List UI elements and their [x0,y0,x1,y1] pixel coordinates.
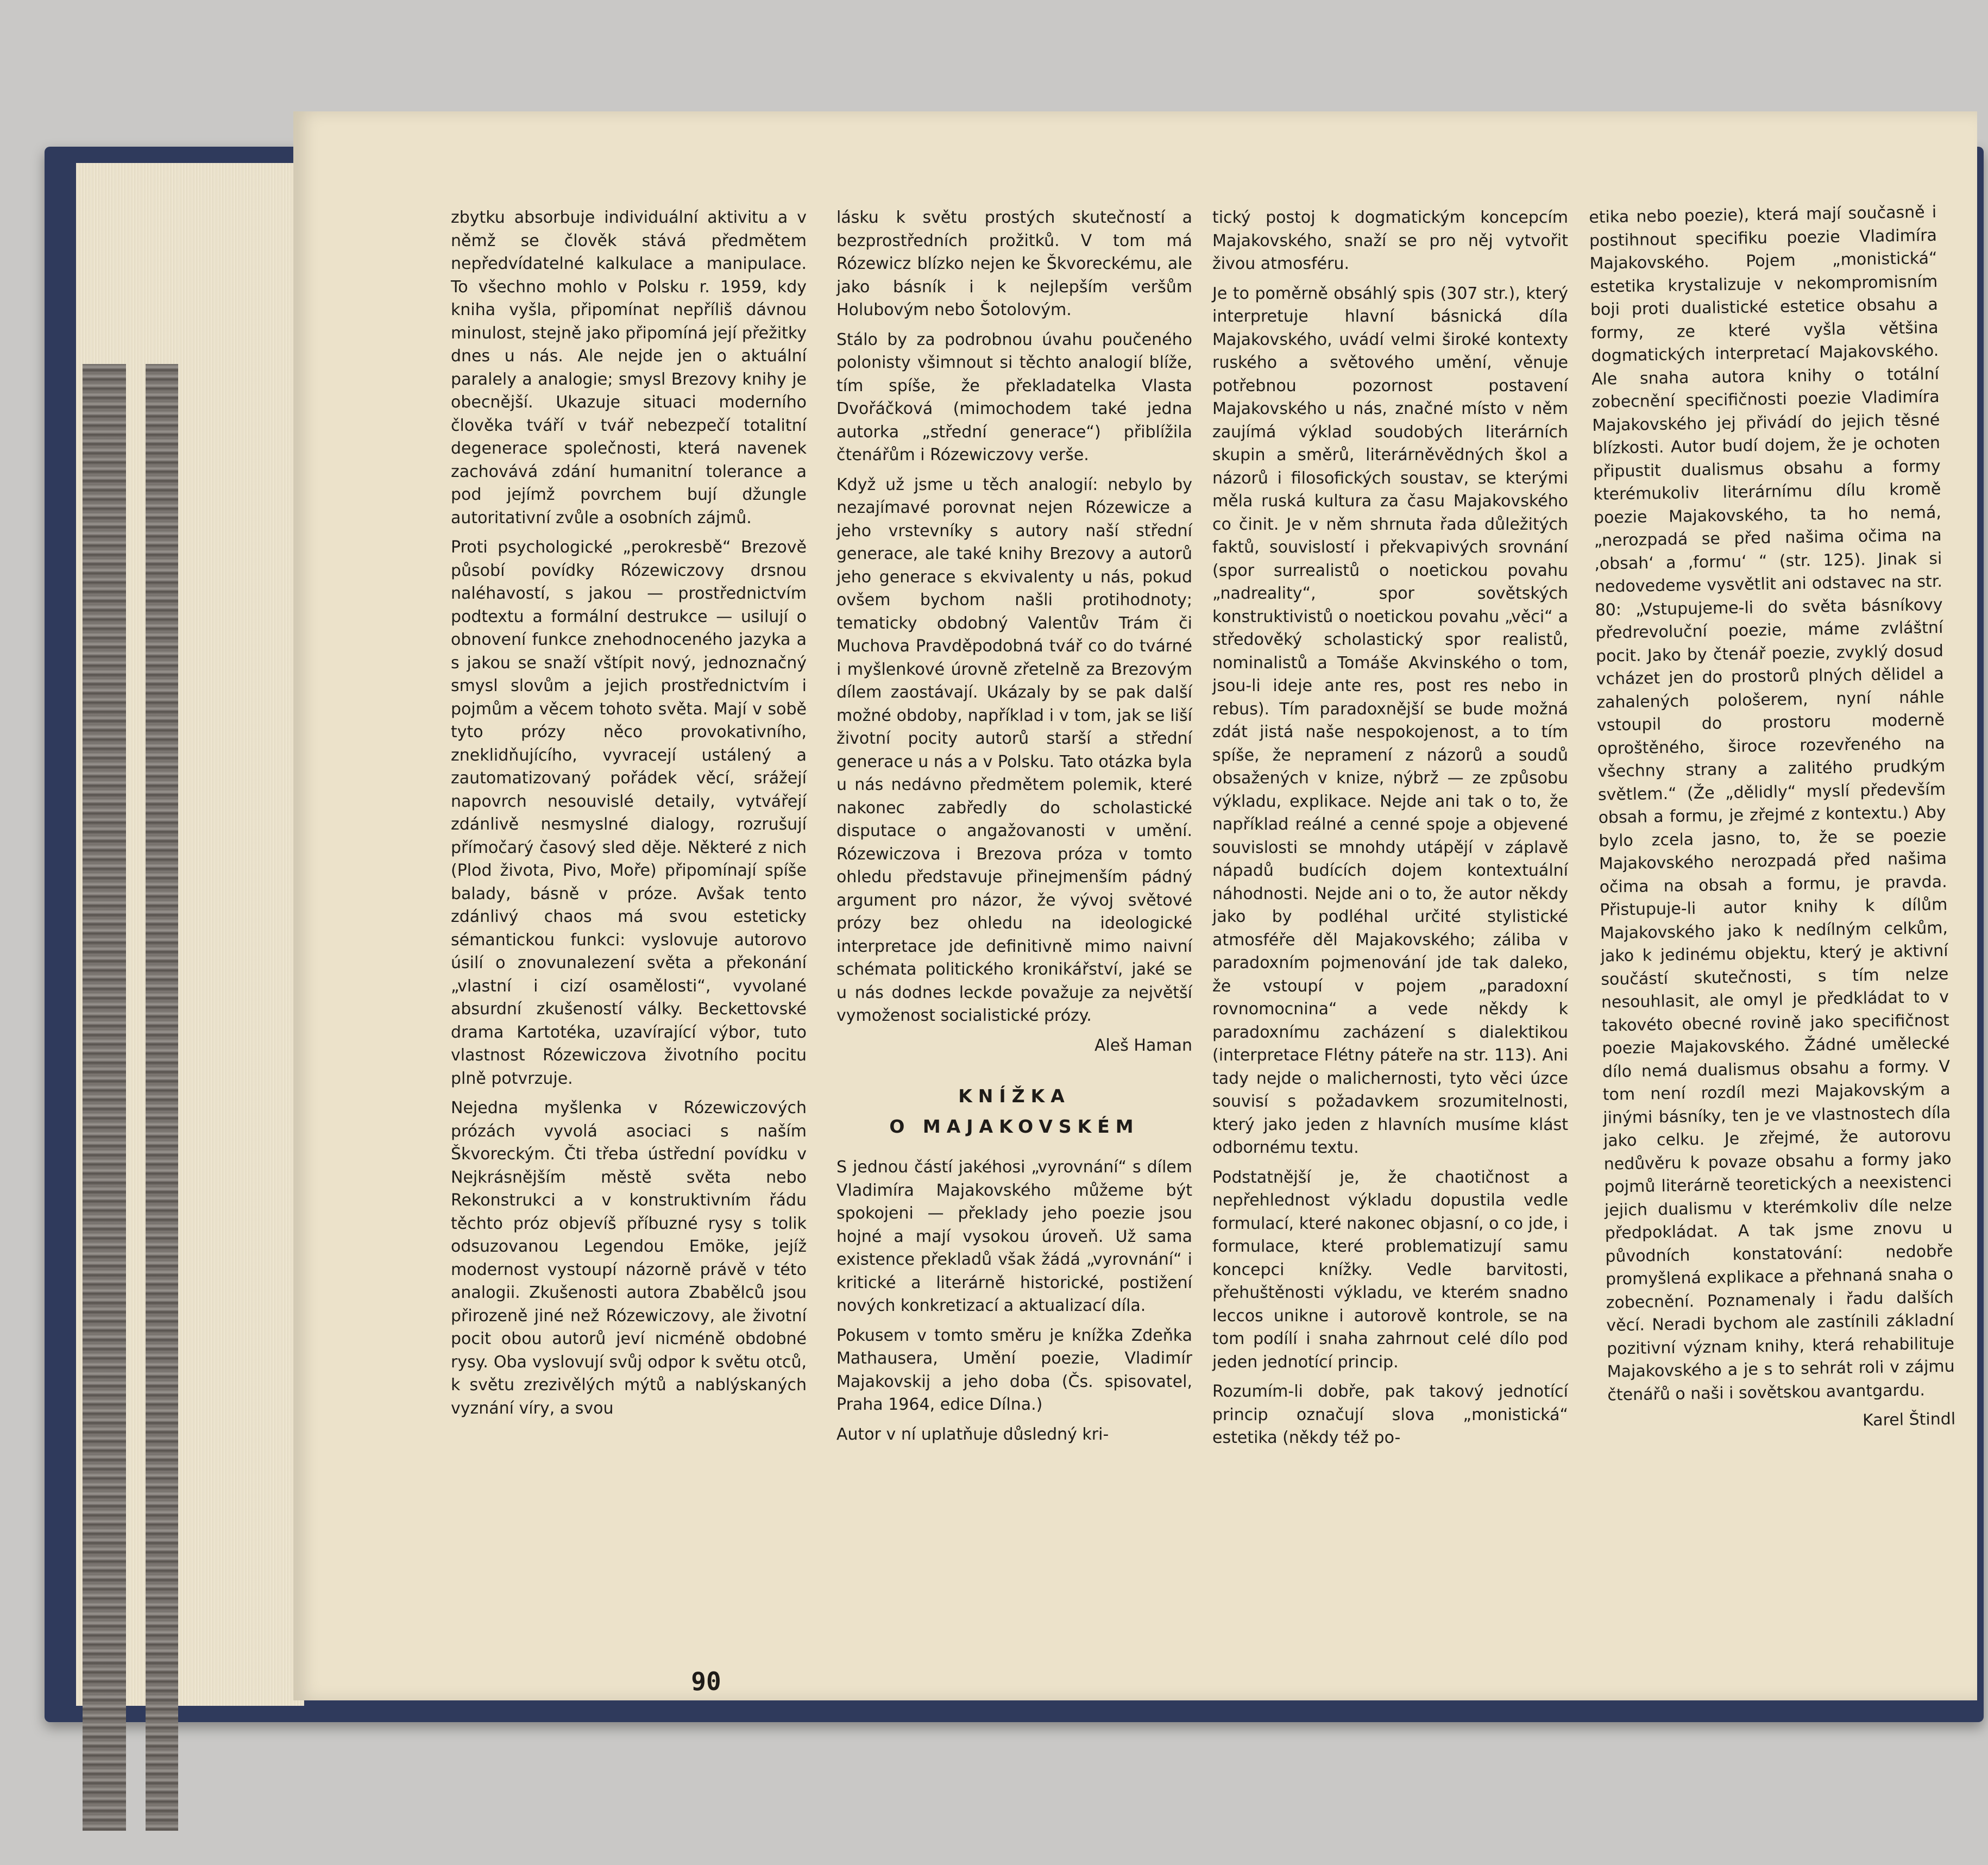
paragraph: Nejedna myšlenka v Rózewiczových prózách vyvolá asociaci s naším Škvoreckým. Čti třeba ústřední povídku v Nejkrásnějším městě světa nebo Rekonstrukci a v konstruktivním řádu těchto próz objevíš příbuzné rysy s tolik odsuzovanou Legendou Emöke, jejíž modernost vystoupí názorně právě v této analogii. Zkušenosti autora Zbabělců jsou přirozeně jiné než Rózewiczovy, ale životní pocit obou autorů jeví nicméně obdobné rysy. Oba vyslovují svůj odpor k světu otců, k světu zrezivělých mýtů a nablýskaných vyznání víry, a svou [451,1098,807,1418]
article-heading [836,1081,1192,1142]
paragraph: Pokusem v tomto směru je knížka Zdeňka Mathausera, Umění poezie, Vladimír Majakovskij a jeho doba (Čs. spisovatel, Praha 1964, edice Dílna.) [836,1326,1192,1414]
text-column-1 [451,206,807,1427]
text-column-3 [1212,206,1568,1456]
paragraph: zbytku absorbuje individuální aktivitu a v němž se člověk stává předmětem nepředvídatelné kalkulace a manipulace. To všechno mohlo v Polsku r. 1959, kdy kniha vyšla, připomínat nepříliš dávnou minulost, stejně jako připomíná její přežitky dnes u nás. Ale nejde jen o aktuální paralely a analogie; smysl Brezovy knihy je obecnější. Ukazuje situaci moderního člověka tváří v tvář nebezpečí totalitní degenerace společnosti, která navenek zachovává zdání humanitní tolerance a pod jejímž povrchem bují džungle autoritativní zvůle a osobních zájmů. [451,208,807,528]
text-column-4 [1589,201,1955,1436]
author-signature: Aleš Haman [1094,1035,1192,1055]
page-number: 90 [691,1667,721,1696]
paragraph: Podstatnější je, že chaotičnost a nepřehlednost výkladu dopustila vedle formulací, které nakonec objasní, o co jde, i formulace, které problematizují samu koncepci knížky. Vedle barvitosti, přehuštěnosti výkladu, ve kterém snadno leccos unikne i autorově kontrole, se na tom podílí i snaha zahrnout celé dílo pod jeden jednotící princip. [1212,1167,1568,1372]
paragraph: Když už jsme u těch analogií: nebylo by nezajímavé porovnat nejen Rózewicze a jeho vrstevníky s autory naší střední generace, ale také knihy Brezovy a autorů jeho generace s ekvivalenty u nás, pokud ovšem bychom našli protihodnoty; tematicky obdobný Valentův Trám či Muchova Pravděpodobná tvář co do tvárné i myšlenkové úrovně zřetelně za Brezovým dílem zaostávají. Ukázaly by se pak další možné obdoby, například i v tom, jak se liší životní pocity autorů starší a střední generace u nás a v Polsku. Tato otázka byla u nás nedávno předmětem polemik, které nakonec zabředly do scholastické disputace o angažovanosti v umění. Rózewiczova i Brezova próza v tomto ohledu představuje přinejmenším pádný argument pro názor, že vývoj světové prózy bez ohledu na ideologické interpretace jde definitivně mimo naivní schémata politického kronikářství, jaké se u nás dodnes leckde považuje za největší vymoženost socialistické prózy. [836,475,1192,1025]
paragraph: lásku k světu prostých skutečností a bezprostředních prožitků. V tom má Rózewicz blízko nejen ke Škvoreckému, ale jako básník i k nejlepším veršům Holubovým nebo Šotolovým. [836,208,1192,319]
heading-line: O MAJAKOVSKÉM [889,1116,1140,1137]
paragraph: etika nebo poezie), která mají současně i postihnout specifiku poezie Vladimíra Majakovského. Pojem „monistická“ estetika krystalizuje v nekompromisním boji proti dualistické estetice obsahu a formy, ze které vyšla většina dogmatických interpretací Majakovského. Ale snaha autora knihy o totální zobecnění specifičnosti poezie Vladimíra Majakovského jej přivádí do jejich těsné blízkosti. Autor budí dojem, že je ochoten připustit dualismus obsahu a formy kterémukoliv literárnímu dílu kromě poezie Majakovského, ta ho nemá, „nerozpadá se před našima očima na ,obsah‘ a ,formu‘ “ (str. 125). Jinak si nedovedeme vysvětlit ani odstavec na str. 80: „Vstupujeme-li do světa básníkovy předrevoluční poezie, máme zvláštní pocit. Jako by čtenář poezie, zvyklý dosud vcházet jen do prostorů plných dělidel a zahalených pološerem, nyní náhle vstoupil do prostoru moderně oproštěného, široce rozevřeného na všechny strany a zalitého prudkým světlem.“ (Že „dělidly“ myslí především obsah a formu, je zřejmé z kontextu.) Aby bylo zcela jasno, to, že se poezie Majakovského nerozpadá před našima očima na obsah a formu, je pravda. Přistupuje-li autor knihy k dílům Majakovského jako k nedílným celkům, jako k jedinému objektu, který je aktivní součástí skutečnosti, s tím nelze nesouhlasit, ale omyl je předkládat to v takovéto obecné rovině jako specifičnost poezie Majakovského. Žádné umělecké dílo nemá dualismus obsahu a formy. V tom není rozdíl mezi Majakovským a jinými básníky, ten je ve vlastnostech díla jako celku. Je zřejmé, že autorovu nedůvěru k povaze obsahu a formy jako pojmů literárně teoretických a neexistenci jejich dualismu v kterémkoliv díle nelze předpokládat. A tak jsme znovu u původních konstatování: nedobře promyšlená explikace a přehnaná snaha o zobecnění. Poznamenaly i řadu dalších věcí. Neradi bychom ale zastínili základní pozitivní význam knihy, která rehabilituje Majakovského a je s to sehrát roli v zájmu čtenářů o naši i sovětskou avantgardu. [1589,202,1955,1405]
edge-photo-strip [83,364,126,1831]
paragraph: Autor v ní uplatňuje důsledný kri- [836,1424,1109,1444]
heading-line: KNÍŽKA [958,1085,1071,1107]
paragraph: Proti psychologické „perokresbě“ Brezově působí povídky Rózewiczovy drsnou naléhavostí, s jakou — prostřednictvím podtextu a formální destrukce — usilují o obnovení funkce znehodnoceného jazyka a s jakou se snaží vštípit nový, jednoznačný smysl slovům a jejich prostřednictvím i pojmům a věcem tohoto světa. Mají v sobě tyto prózy něco provokativního, zneklidňujícího, vyvracejí ustálený a zautomatizovaný pořádek věcí, srážejí napovrch nesouvislé detaily, vytvářejí zdánlivě nesmyslné dialogy, rozrušují přímočarý časový sled děje. Některé z nich (Plod života, Pivo, Moře) připomínají spíše balady, básně v próze. Avšak tento zdánlivý chaos má svou esteticky sémantickou funkci: vyslovuje autorovo úsilí o znovunalezení světa a překonání „vlastní i cizí osamělosti“, vyvolané absurdní zkušeností války. Beckettovské drama Kartotéka, uzavírající výbor, tuto vlastnost Rózewiczova životního pocitu plně potvrzuje. [451,538,807,1088]
paragraph: Rozumím-li dobře, pak takový jednotící princip označují slova „monistická“ estetika (někdy též po- [1212,1382,1568,1447]
edge-photo-strip [146,364,178,1831]
page-edges [76,163,304,1706]
paragraph: tický postoj k dogmatickým koncepcím Majakovského, snaží se pro něj vytvořit živou atmosféru. [1212,208,1568,273]
text-column-2 [836,206,1192,1453]
paragraph: Je to poměrně obsáhlý spis (307 str.), který interpretuje hlavní básnická díla Majakovského, uvádí velmi široké kontexty ruského a světového umění, věnuje potřebnou pozornost postavení Majakovského u nás, značné místo v něm zaujímá výklad soudobých literárních skupin a směrů, literárněvědných škol a názorů i filosofických soustav, se kterými měla ruská kultura za času Majakovského co činit. Je v něm shrnuta řada důležitých faktů, souvislostí i překvapivých srovnání (spor surrealistů o noetickou povahu „nadreality“, spor sovětských konstruktivistů o noetickou povahu „věci“ a středověký scholastický spor realistů, nominalistů a Tomáše Akvinského o tom, jsou-li ideje ante res, post res nebo in rebus). Tím paradoxnější se bude možná zdát jistá naše nespokojenost, a to tím spíše, že nepramení z názorů a soudů obsažených v knize, nýbrž — ze způsobu výkladu, explikace. Nejde ani tak o to, že například reálné a cenné spoje a objevené souvislosti se mnohdy utápějí v záplavě nápadů budících dojem kontextuální náhodnosti. Nejde ani o to, že autor někdy jako by podléhal určité stylistické atmosféře děl Majakovského; záliba v paradoxním pojmenování jde tak daleko, že vstoupí v pojem „paradoxní rovnomocnina“ a vede někdy k paradoxnímu zacházení s dialektikou (interpretace Flétny páteře na str. 113). Ani tady nejde o malichernosti, tyto věci úzce souvisí s požadavkem srozumitelnosti, který jako jeden z hlavních musíme klást odbornému textu. [1212,284,1568,1157]
paragraph: Stálo by za podrobnou úvahu poučeného polonisty všimnout si těchto analogií blíže, tím spíše, že překladatelka Vlasta Dvořáčková (mimochodem také jedna autorka „střední generace“) přiblížila čtenářům i Rózewiczovy verše. [836,330,1192,464]
paragraph: S jednou částí jakéhosi „vyrovnání“ s dílem Vladimíra Majakovského můžeme být spokojeni — překlady jeho poezie jsou hojné a mají vysokou úroveň. Už sama existence překladů však žádá „vyrovnání“ i kritické a literárně historické, postižení nových konkretizací a aktualizací díla. [836,1158,1192,1315]
author-signature: Karel Štindl [1862,1409,1956,1430]
